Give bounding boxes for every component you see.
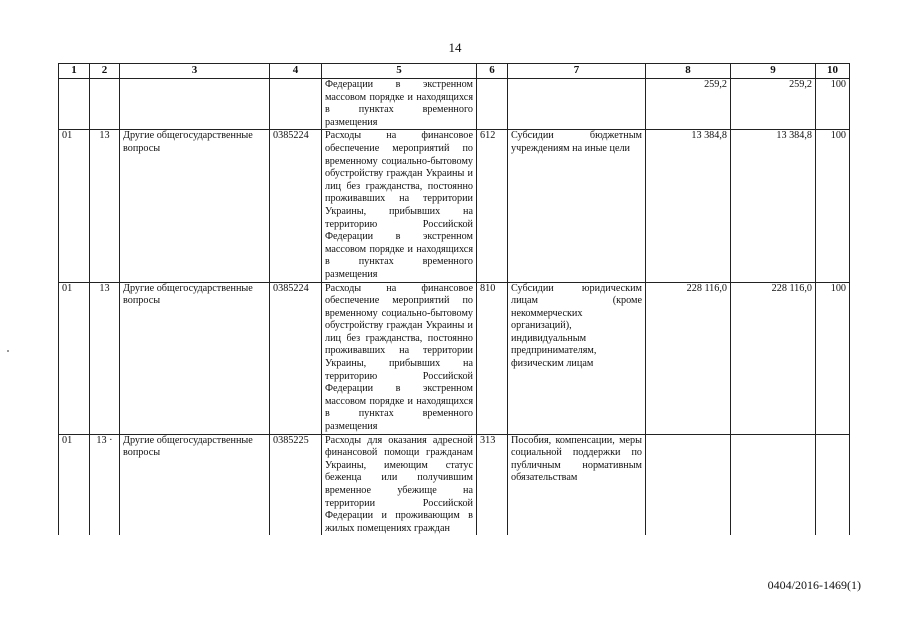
cell-target-code: 0385225 [270, 434, 322, 535]
table-row [59, 79, 850, 130]
cell-amount-planned [646, 434, 731, 535]
header-col-2: 2 [90, 64, 120, 79]
cell-amount-actual [731, 434, 816, 535]
cell-percent [816, 434, 850, 535]
document-code: 0404/2016-1469(1) [767, 578, 861, 592]
cell-expense-description: Расходы на финансовое обеспечение мероприятий по временному социально-бытовому обустройству граждан Украины и лиц без гражданства, постоянно проживавших на территории Украины, прибывших на территорию Российской Федерации в экстренном массовом порядке и находящихся в пунктах временного размещения [322, 130, 477, 282]
cell-section: 01 [59, 434, 90, 535]
header-col-8: 8 [646, 64, 731, 79]
cell-amount-planned: 13 384,8 [646, 130, 731, 282]
header-col-3: 3 [120, 64, 270, 79]
cell-subsection [90, 79, 120, 130]
cell-expense-type-code: 313 [477, 434, 508, 535]
table-row [59, 282, 850, 434]
cell-expense-type-code [477, 79, 508, 130]
budget-table [58, 63, 850, 535]
header-col-6: 6 [477, 64, 508, 79]
cell-amount-planned: 228 116,0 [646, 282, 731, 434]
cell-expense-description: Расходы на финансовое обеспечение мероприятий по временному социально-бытовому обустройству граждан Украины и лиц без гражданства, постоянно проживавших на территории Украины, прибывших на территорию Российской Федерации в экстренном массовом порядке и находящихся в пунктах временного размещения [322, 282, 477, 434]
cell-amount-actual: 13 384,8 [731, 130, 816, 282]
header-col-1: 1 [59, 64, 90, 79]
cell-expense-type-code: 810 [477, 282, 508, 434]
cell-amount-actual: 228 116,0 [731, 282, 816, 434]
cell-subsection-name: Другие общегосударственные вопросы [120, 434, 270, 535]
cell-expense-type-name [508, 79, 646, 130]
header-col-7: 7 [508, 64, 646, 79]
header-col-9: 9 [731, 64, 816, 79]
cell-target-code: 0385224 [270, 130, 322, 282]
cell-percent: 100 [816, 130, 850, 282]
cell-subsection-name: Другие общегосударственные вопросы [120, 282, 270, 434]
cell-subsection-name: Другие общегосударственные вопросы [120, 130, 270, 282]
table-row [59, 130, 850, 282]
cell-section: 01 [59, 130, 90, 282]
cell-subsection-name [120, 79, 270, 130]
cell-target-code: 0385224 [270, 282, 322, 434]
cell-percent: 100 [816, 282, 850, 434]
cell-percent: 100 [816, 79, 850, 130]
scan-artifact [7, 350, 9, 352]
header-row [59, 64, 850, 79]
header-col-4: 4 [270, 64, 322, 79]
cell-target-code [270, 79, 322, 130]
header-col-10: 10 [816, 64, 850, 79]
cell-amount-planned: 259,2 [646, 79, 731, 130]
cell-section [59, 79, 90, 130]
header-col-5: 5 [322, 64, 477, 79]
cell-expense-type-name: Пособия, компенсации, меры социальной поддержки по публичным нормативным обязательствам [508, 434, 646, 535]
cell-expense-type-name: Субсидии бюджетным учреждениям на иные цели [508, 130, 646, 282]
cell-subsection: 13 · [90, 434, 120, 535]
cell-expense-description: Расходы для оказания адресной финансовой помощи гражданам Украины, имеющим статус беженца или получившим временное убежище на территории Российской Федерации и проживающим в жилых помещениях граждан [322, 434, 477, 535]
cell-amount-actual: 259,2 [731, 79, 816, 130]
cell-expense-description: Федерации в экстренном массовом порядке и находящихся в пунктах временного размещения [322, 79, 477, 130]
cell-subsection: 13 [90, 282, 120, 434]
cell-section: 01 [59, 282, 90, 434]
cell-expense-type-name: Субсидии юридическим лицам (кроме некоммерческих организаций), индивидуальным предпринимателям, физическим лицам [508, 282, 646, 434]
page-number: 14 [448, 40, 462, 55]
table-row [59, 434, 850, 535]
cell-expense-type-code: 612 [477, 130, 508, 282]
cell-subsection: 13 [90, 130, 120, 282]
